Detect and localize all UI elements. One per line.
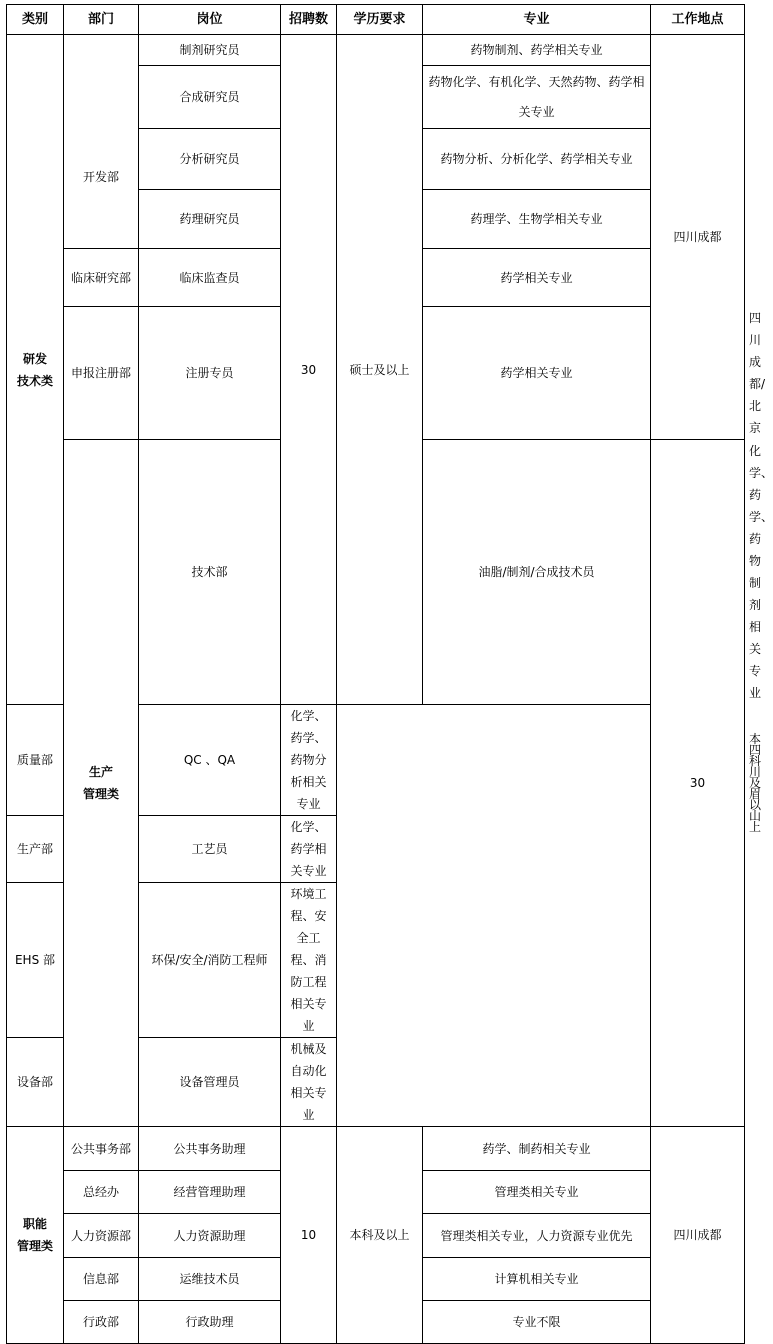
position-cell: 合成研究员 [139, 66, 281, 129]
count-cell: 10 [281, 1127, 337, 1344]
education-cell: 本科及以上 [337, 1127, 423, 1344]
major-cell: 药物分析、分析化学、药学相关专业 [423, 129, 651, 190]
table-row [7, 35, 745, 66]
header-department: 部门 [64, 5, 139, 35]
position-cell: 药理研究员 [139, 190, 281, 249]
major-cell: 专业不限 [423, 1301, 651, 1344]
position-cell: 制剂研究员 [139, 35, 281, 66]
category-cell: 研发 技术类 [7, 35, 64, 705]
position-cell: 油脂/制剂/合成技术员 [423, 440, 651, 705]
position-cell: 分析研究员 [139, 129, 281, 190]
major-cell: 化学、药学相关专业 [281, 816, 337, 883]
major-cell: 环境工程、安全工程、消防工程相关专业 [281, 883, 337, 1038]
department-cell: 技术部 [139, 440, 281, 705]
major-cell: 药理学、生物学相关专业 [423, 190, 651, 249]
recruitment-table [6, 4, 773, 1344]
major-cell: 计算机相关专业 [423, 1258, 651, 1301]
department-cell: 行政部 [64, 1301, 139, 1344]
department-cell: 公共事务部 [64, 1127, 139, 1171]
table-row: 生产 管理类 技术部 油脂/制剂/合成技术员 30 本科及以上 化学、药学、药物制剂相关专业 四川眉山 [7, 440, 745, 705]
position-cell: 注册专员 [139, 307, 281, 440]
position-cell: 工艺员 [139, 816, 281, 883]
count-cell: 30 [651, 440, 745, 1127]
count-cell: 30 [281, 35, 337, 705]
header-count: 招聘数 [281, 5, 337, 35]
position-cell: 行政助理 [139, 1301, 281, 1344]
major-cell: 药学相关专业 [423, 249, 651, 307]
header-education: 学历要求 [337, 5, 423, 35]
position-cell: 人力资源助理 [139, 1214, 281, 1258]
major-cell: 管理类相关专业 [423, 1171, 651, 1214]
department-cell: 设备部 [7, 1038, 64, 1127]
position-cell: 环保/安全/消防工程师 [139, 883, 281, 1038]
table-row: 申报注册部 注册专员 药学相关专业 四川成都/北京 [7, 307, 745, 440]
department-cell: 总经办 [64, 1171, 139, 1214]
major-cell: 药物化学、有机化学、天然药物、药学相关专业 [423, 66, 651, 129]
major-cell: 化学、药学、药物分析相关专业 [281, 705, 337, 816]
department-cell: 生产部 [7, 816, 64, 883]
major-cell: 机械及自动化相关专业 [281, 1038, 337, 1127]
table-row [7, 1127, 745, 1171]
department-cell: 开发部 [64, 35, 139, 249]
department-cell: 质量部 [7, 705, 64, 816]
major-cell: 药物制剂、药学相关专业 [423, 35, 651, 66]
location-cell: 四川成都 [651, 1127, 745, 1344]
header-location: 工作地点 [651, 5, 745, 35]
position-cell: 临床监查员 [139, 249, 281, 307]
location-cell: 四川成都 [651, 35, 745, 440]
department-cell: 信息部 [64, 1258, 139, 1301]
header-position: 岗位 [139, 5, 281, 35]
header-major: 专业 [423, 5, 651, 35]
major-cell: 管理类相关专业，人力资源专业优先 [423, 1214, 651, 1258]
position-cell: 公共事务助理 [139, 1127, 281, 1171]
department-cell: EHS 部 [7, 883, 64, 1038]
category-cell: 职能 管理类 [7, 1127, 64, 1344]
department-cell: 申报注册部 [64, 307, 139, 440]
category-cell: 生产 管理类 [64, 440, 139, 1127]
position-cell: 经营管理助理 [139, 1171, 281, 1214]
header-row [7, 5, 745, 35]
major-cell: 药学相关专业 [423, 307, 651, 440]
position-cell: QC 、QA [139, 705, 281, 816]
header-category: 类别 [7, 5, 64, 35]
department-cell: 临床研究部 [64, 249, 139, 307]
position-cell: 设备管理员 [139, 1038, 281, 1127]
major-cell: 药学、制药相关专业 [423, 1127, 651, 1171]
education-cell: 硕士及以上 [337, 35, 423, 705]
department-cell: 人力资源部 [64, 1214, 139, 1258]
position-cell: 运维技术员 [139, 1258, 281, 1301]
